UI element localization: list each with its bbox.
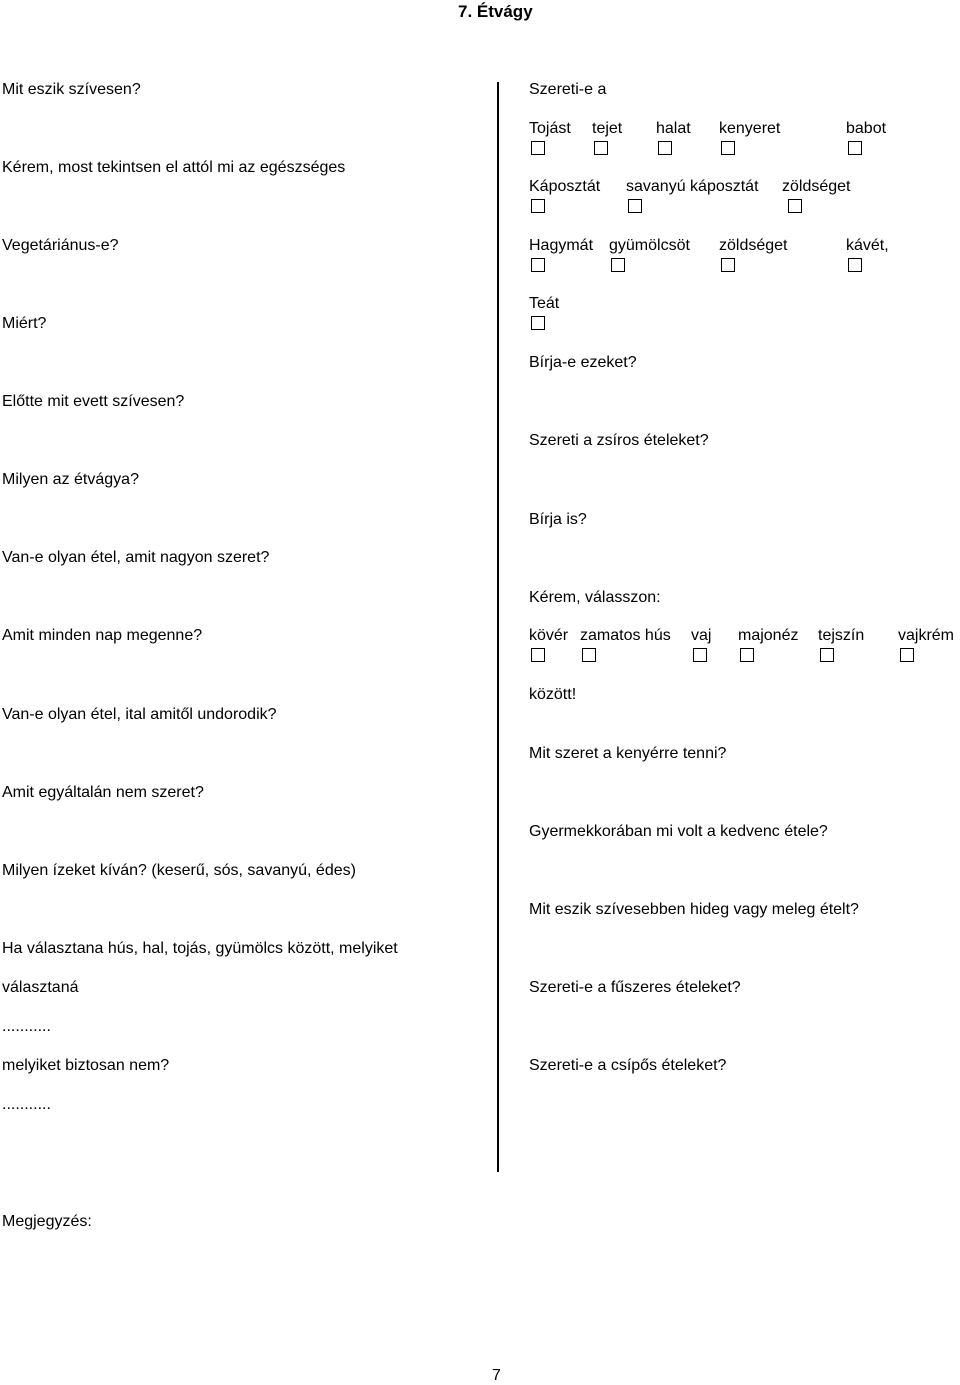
option-label: Tojást [529,120,571,137]
question-why: Miért? [2,315,47,332]
option-label: tejet [592,120,623,137]
option-label: kávét, [846,237,889,254]
option-label: Teát [529,295,560,312]
checkbox-fish[interactable] [658,141,672,155]
question-tastes: Milyen ízeket kíván? (keserű, sós, savanyú, édes) [2,862,356,879]
option-label: Káposztát [529,178,601,195]
question-cold-or-warm: Mit eszik szívesebben hideg vagy meleg ételt? [529,901,859,918]
question-appetite: Milyen az étvágya? [2,471,139,488]
checkbox-mayonnaise[interactable] [740,648,754,662]
question-childhood-food: Gyermekkorában mi volt a kedvenc étele? [529,823,828,840]
option-label: babot [846,120,887,137]
question-fatty-foods: Szereti a zsíros ételeket? [529,432,709,449]
question-likes: Szereti-e a [529,81,607,98]
question-eat-every-day: Amit minden nap megenne? [2,627,203,644]
checkbox-butter[interactable] [693,648,707,662]
question-hot: Szereti-e a csípős ételeket? [529,1057,727,1074]
option-label: zöldséget [782,178,851,195]
page-number: 7 [492,1367,501,1384]
question-spicy: Szereti-e a fűszeres ételeket? [529,979,741,996]
question-vegetarian: Vegetáriánus-e? [2,237,119,254]
checkbox-coffee[interactable] [848,258,862,272]
note-label: Megjegyzés: [2,1213,92,1230]
checkbox-onion[interactable] [531,258,545,272]
checkbox-vegetables[interactable] [788,199,802,213]
option-label: zamatos hús [580,627,671,644]
question-choose: Kérem, válasszon: [529,589,661,606]
question-ignore-healthy: Kérem, most tekintsen el attól mi az egészséges [2,159,346,176]
question-favorite-food: Van-e olyan étel, amit nagyon szeret? [2,549,270,566]
checkbox-tasty-meat[interactable] [582,648,596,662]
column-divider [497,82,499,1172]
option-label: zöldséget [719,237,788,254]
option-label: majonéz [738,627,799,644]
checkbox-sauerkraut[interactable] [628,199,642,213]
option-label: vajkrém [898,627,955,644]
option-label: gyümölcsöt [609,237,690,254]
page-title: 7. Étvágy [458,2,533,21]
option-label: halat [656,120,691,137]
option-label: kenyeret [719,120,781,137]
option-label: kövér [529,627,569,644]
checkbox-fruit[interactable] [611,258,625,272]
checkbox-cream[interactable] [820,648,834,662]
question-tolerate-too: Bírja is? [529,511,587,528]
checkbox-vegetables-2[interactable] [721,258,735,272]
question-previously-liked: Előtte mit evett szívesen? [2,393,185,410]
question-choose-food: Ha választana hús, hal, tojás, gyümölcs között, melyiket [2,940,398,957]
answer-dots[interactable]: ........... [2,1018,51,1035]
option-label: savanyú káposztát [626,178,759,195]
question-dislike: Amit egyáltalán nem szeret? [2,784,204,801]
question-bread-spread: Mit szeret a kenyérre tenni? [529,745,727,762]
checkbox-beans[interactable] [848,141,862,155]
checkbox-butter-cream[interactable] [900,648,914,662]
checkbox-milk[interactable] [594,141,608,155]
checkbox-bread[interactable] [721,141,735,155]
answer-dots[interactable]: ........... [2,1096,51,1113]
question-disgusting-food: Van-e olyan étel, ital amitől undorodik? [2,706,277,723]
option-label: Hagymát [529,237,594,254]
checkbox-cabbage[interactable] [531,199,545,213]
question-surely-not: melyiket biztosan nem? [2,1057,170,1074]
question-tolerate: Bírja-e ezeket? [529,354,637,371]
checkbox-tea[interactable] [531,316,545,330]
between-label: között! [529,686,577,703]
question-choose-food-cont: választaná [2,979,79,996]
checkbox-fatty-meat[interactable] [531,648,545,662]
option-label: tejszín [818,627,865,644]
question-likes-eating: Mit eszik szívesen? [2,81,141,98]
checkbox-egg[interactable] [531,141,545,155]
option-label: vaj [691,627,712,644]
